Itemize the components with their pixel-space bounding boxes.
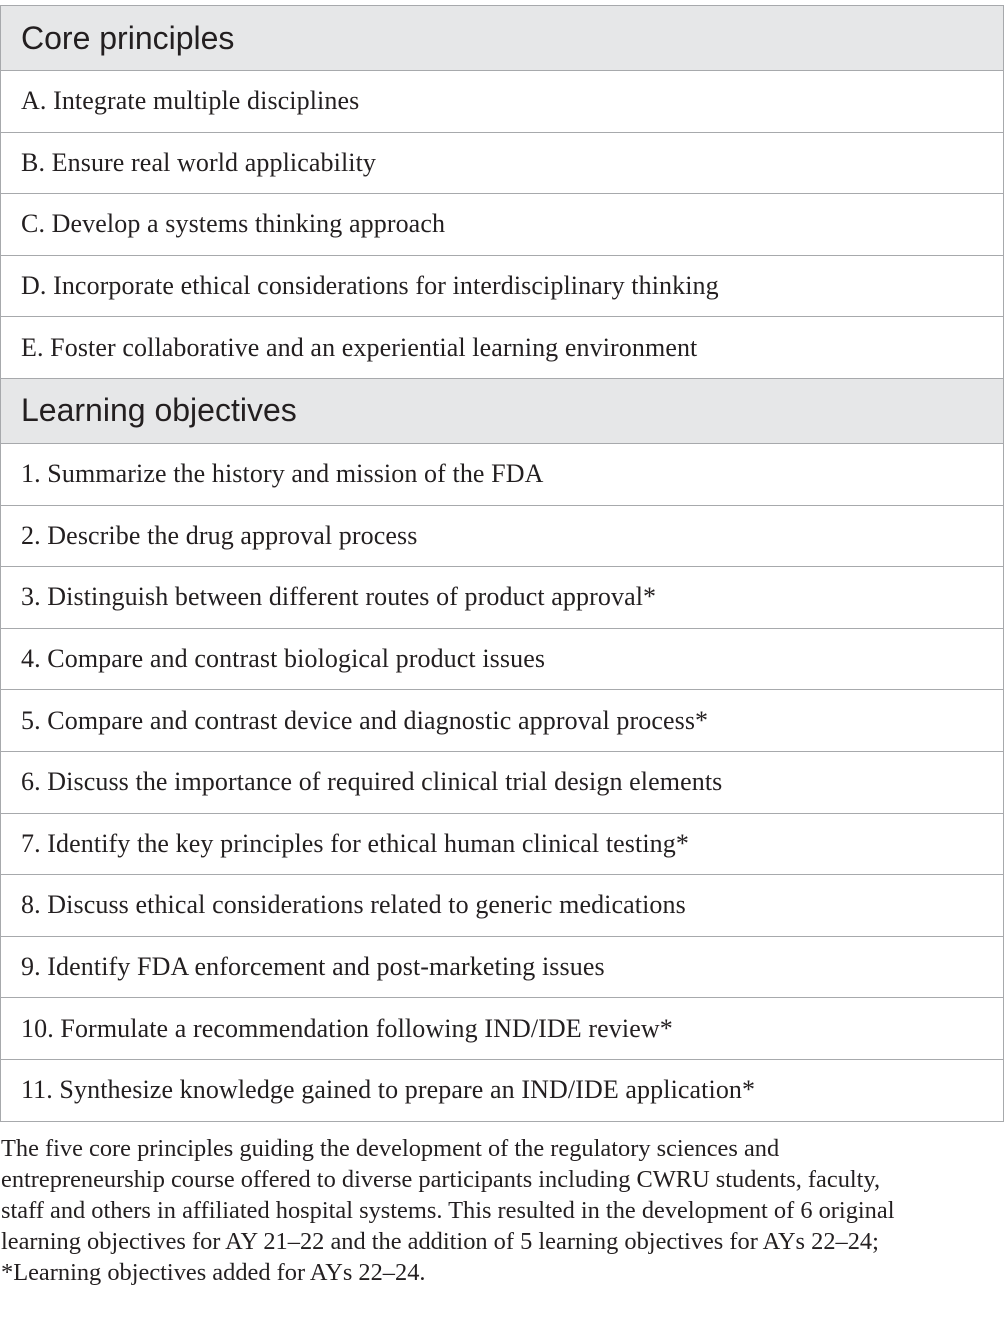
table-row bbox=[1, 255, 1004, 317]
learning-objective-4: 4. Compare and contrast biological product issues bbox=[1, 628, 1004, 690]
learning-objective-11: 11. Synthesize knowledge gained to prepare an IND/IDE application* bbox=[1, 1059, 1004, 1121]
footnote-line: learning objectives for AY 21–22 and the addition of 5 learning objectives for AYs 22–24; bbox=[1, 1227, 879, 1255]
table-footnote bbox=[1, 1134, 1001, 1289]
table-row bbox=[1, 875, 1004, 937]
table-row bbox=[1, 132, 1004, 194]
learning-objective-6: 6. Discuss the importance of required clinical trial design elements bbox=[1, 751, 1004, 813]
section-header-row bbox=[1, 6, 1004, 71]
table-row bbox=[1, 71, 1004, 133]
core-principle-e: E. Foster collaborative and an experiential learning environment bbox=[1, 317, 1004, 379]
table-row bbox=[1, 317, 1004, 379]
table-row bbox=[1, 194, 1004, 256]
table-row bbox=[1, 1059, 1004, 1121]
section-header-row bbox=[1, 378, 1004, 443]
core-principle-a: A. Integrate multiple disciplines bbox=[1, 71, 1004, 133]
table-row bbox=[1, 936, 1004, 998]
footnote-line: *Learning objectives added for AYs 22–24. bbox=[1, 1258, 426, 1286]
learning-objective-7: 7. Identify the key principles for ethical human clinical testing* bbox=[1, 813, 1004, 875]
core-principle-c: C. Develop a systems thinking approach bbox=[1, 194, 1004, 256]
table-row bbox=[1, 505, 1004, 567]
table-row bbox=[1, 567, 1004, 629]
section-header-learning-objectives: Learning objectives bbox=[1, 378, 1004, 443]
table-row bbox=[1, 628, 1004, 690]
core-principle-d: D. Incorporate ethical considerations for interdisciplinary thinking bbox=[1, 255, 1004, 317]
learning-objective-2: 2. Describe the drug approval process bbox=[1, 505, 1004, 567]
footnote-line: staff and others in affiliated hospital systems. This resulted in the development of 6 original bbox=[1, 1196, 895, 1224]
table-row bbox=[1, 690, 1004, 752]
section-header-core-principles: Core principles bbox=[1, 6, 1004, 71]
learning-objective-8: 8. Discuss ethical considerations related to generic medications bbox=[1, 875, 1004, 937]
table-row bbox=[1, 998, 1004, 1060]
learning-objective-9: 9. Identify FDA enforcement and post-marketing issues bbox=[1, 936, 1004, 998]
learning-objective-3: 3. Distinguish between different routes of product approval* bbox=[1, 567, 1004, 629]
learning-objective-5: 5. Compare and contrast device and diagnostic approval process* bbox=[1, 690, 1004, 752]
table-row bbox=[1, 751, 1004, 813]
table-row bbox=[1, 813, 1004, 875]
learning-objective-1: 1. Summarize the history and mission of the FDA bbox=[1, 443, 1004, 505]
principles-objectives-table bbox=[0, 5, 1004, 1122]
table-row bbox=[1, 443, 1004, 505]
footnote-line: entrepreneurship course offered to diverse participants including CWRU students, faculty, bbox=[1, 1165, 881, 1193]
learning-objective-10: 10. Formulate a recommendation following IND/IDE review* bbox=[1, 998, 1004, 1060]
footnote-line: The five core principles guiding the development of the regulatory sciences and bbox=[1, 1135, 780, 1162]
core-principle-b: B. Ensure real world applicability bbox=[1, 132, 1004, 194]
